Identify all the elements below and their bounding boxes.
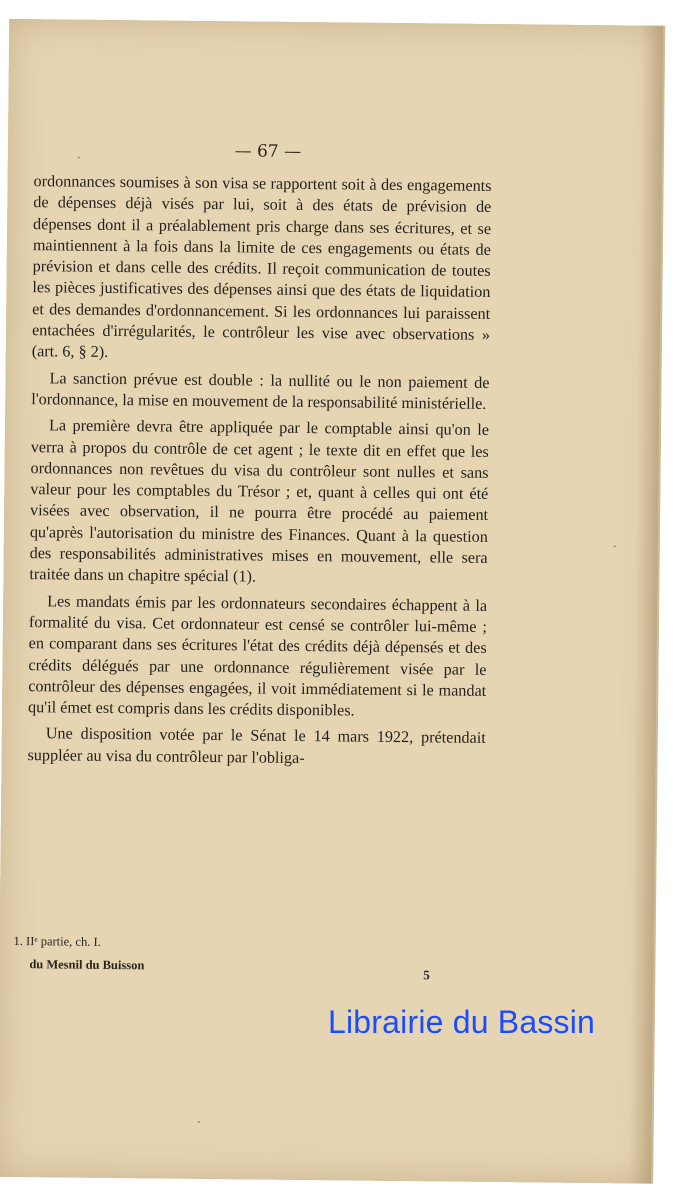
paragraph: ordonnances soumises à son visa se rapportent soit à des engagements de dépenses déjà visés par lui, soit à des états de prévision de dépenses dont il a préalablement pris charge dans ses écritures, et se maintiennent à la fois dans la limite de ces engagements ou états de prévision et dans celle des crédits. Il reçoit communication de toutes les pièces justificatives des dépenses ainsi que des états de liquidation et des demandes d'ordonnancement. Si les ordonnances lui paraissent entachées d'irrégularités, le contrôleur les vise avec observations » (art. 6, § 2).: [31, 172, 492, 362]
paragraph: Une disposition votée par le Sénat le 14 mars 1922, prétendait suppléer au visa du contrôleur par l'obliga-: [27, 724, 486, 767]
watermark-text: Librairie du Bassin: [328, 1004, 596, 1040]
body-text: [27, 171, 491, 776]
signature-mark: 5: [423, 967, 430, 983]
page-edge-shadow: [629, 26, 663, 1184]
paragraph: Les mandats émis par les ordonnateurs secondaires échappent à la formalité du visa. Cet ordonnateur est censé se contrôler lui-même ; en comparant dans ses écritures l'état des crédits déjà dépensés et des crédits délégués par une ordonnance régulièrement visée par le contrôleur des dépenses engagées, il voit immédiatement si le mandat qu'il émet est compris dans les crédits disponibles.: [27, 591, 488, 720]
page-number: — 67 —: [234, 141, 302, 162]
paragraph: La sanction prévue est double : la nullité ou le non paiement de l'ordonnance, la mise en mouvement de la responsabilité ministérielle.: [31, 368, 490, 413]
paper-speck: [614, 545, 616, 547]
paper-speck: [198, 1121, 200, 1123]
paragraph: La première devra être appliquée par le comptable ainsi qu'on le verra à propos du contrôle de cet agent ; le texte dit en effet que les ordonnances non revêtues du visa du contrôleur sont nulles et sans valeur pour les comptables du Trésor ; et, quant à celles qui ont été visées avec observation, il ne pourra être procédé au paiement qu'après l'autorisation du ministre des Finances. Quant à la question des responsabilités administratives mises en mouvement, elle sera traitée dans un chapitre spécial (1).: [29, 416, 490, 586]
printer-signature-line: du Mesnil du Buisson: [29, 957, 145, 973]
paper-speck: [78, 157, 80, 159]
footnote: 1. IIᵉ partie, ch. I.: [13, 933, 101, 949]
